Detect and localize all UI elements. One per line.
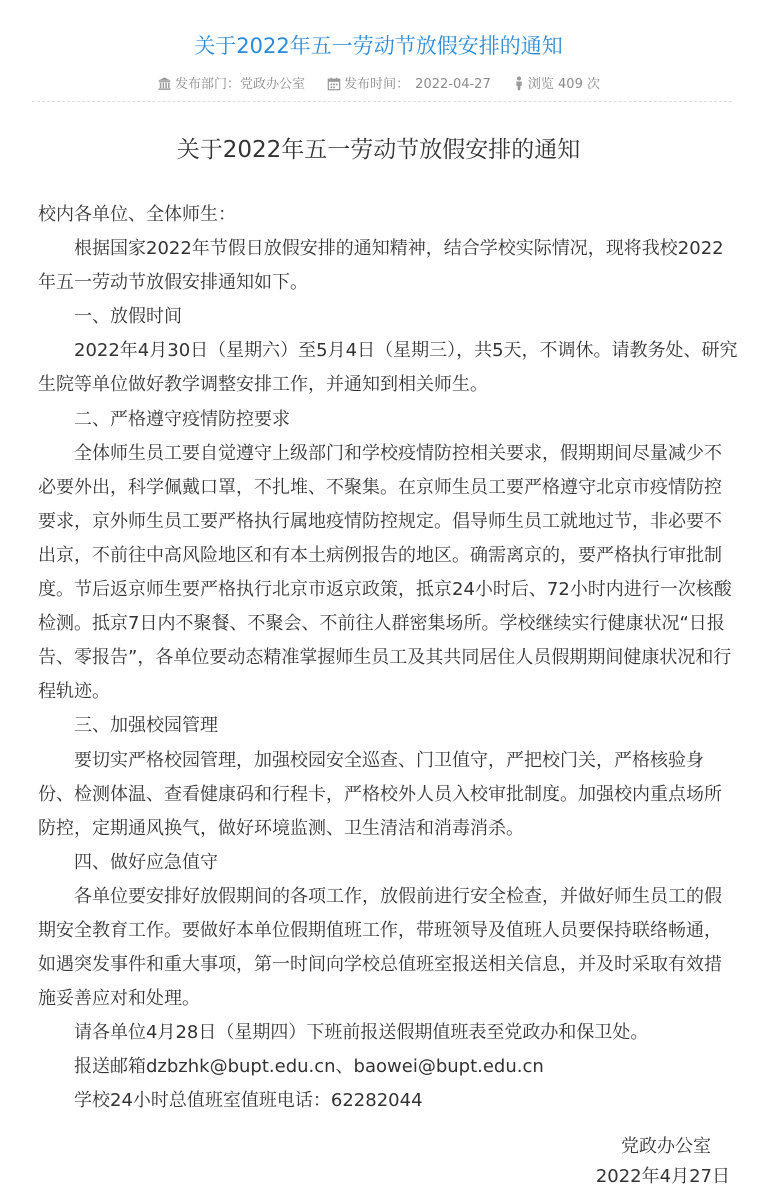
calendar-icon — [327, 77, 341, 91]
meta-views-count: 409 — [558, 77, 583, 92]
signature-department: 党政办公室 — [621, 1136, 711, 1157]
meta-date-value: 2022-04-27 — [415, 77, 491, 92]
article-paragraph-emergency-duty: 各单位要安排好放假期间的各项工作，放假前进行安全检查，并做好师生员工的假期安全教育工作。要做好本单位假期值班工作，带班领导及值班人员要保持联络畅通，如遇突发事件和重大事项，第一时间向学校总值班室报送相关信息，并及时采取有效措施妥善应对和处理。 — [38, 885, 722, 1010]
meta-views-unit: 次 — [587, 77, 601, 92]
meta-department-value: 党政办公室 — [240, 77, 306, 92]
meta-date-label: 发布时间： — [344, 77, 410, 92]
article-paragraph-email: 报送邮箱dzbzhk@bupt.edu.cn、baowei@bupt.edu.cn — [74, 1056, 544, 1078]
meta-date — [327, 74, 491, 96]
article-salutation: 校内各单位、全体师生： — [38, 204, 236, 225]
signature-date: 2022年4月27日 — [595, 1166, 730, 1187]
section-heading-emergency-duty: 四、做好应急值守 — [74, 851, 218, 873]
header-divider — [32, 101, 732, 102]
meta-views-label: 浏览 — [527, 77, 554, 92]
article-paragraph-campus-management: 要切实严格校园管理，加强校园安全巡查、门卫值守，严把校门关，严格核验身份、检测体温、查看健康码和行程卡，严格校外人员入校审批制度。加强校内重点场所防控，定期通风换气，做好环境监测、卫生清洁和消毒消杀。 — [38, 749, 722, 839]
building-icon — [157, 76, 172, 91]
page-title: 关于2022年五一劳动节放假安排的通知 — [194, 34, 563, 58]
article-paragraph-intro: 根据国家2022年节假日放假安排的通知精神，结合学校实际情况，现将我校2022年五一劳动节放假安排通知如下。 — [38, 238, 724, 294]
section-heading-epidemic-control: 二、严格遵守疫情防控要求 — [74, 408, 290, 430]
section-heading-campus-management: 三、加强校园管理 — [74, 715, 218, 737]
article-body — [38, 198, 738, 1119]
article-meta — [0, 74, 757, 96]
person-icon — [513, 76, 525, 91]
article-title: 关于2022年五一劳动节放假安排的通知 — [176, 137, 581, 163]
article-paragraph-duty-roster: 请各单位4月28日（星期四）下班前报送假期值班表至党政办和保卫处。 — [74, 1022, 649, 1044]
meta-views — [513, 74, 600, 96]
section-heading-holiday-time: 一、放假时间 — [74, 306, 182, 328]
meta-department-label: 发布部门： — [174, 77, 240, 92]
article-paragraph-phone: 学校24小时总值班室值班电话：62282044 — [74, 1090, 423, 1112]
article-paragraph-epidemic-control: 全体师生员工要自觉遵守上级部门和学校疫情防控相关要求，假期期间尽量减少不必要外出，科学佩戴口罩，不扎堆、不聚集。在京师生员工要严格遵守北京市疫情防控要求，京外师生员工要严格执行属地疫情防控规定。倡导师生员工就地过节，非必要不出京，不前往中高风险地区和有本土病例报告的地区。确需离京的，要严格执行审批制度。节后返京师生要严格执行北京市返京政策，抵京24小时后、72小时内进行一次核酸检测。抵京7日内不聚餐、不聚会、不前往人群密集场所。学校继续实行健康状况“日报告、零报告”，各单位要动态精准掌握师生员工及其共同居住人员假期期间健康状况和行程轨迹。 — [38, 442, 732, 703]
article-paragraph-holiday-time: 2022年4月30日（星期六）至5月4日（星期三），共5天，不调休。请教务处、研究生院等单位做好教学调整安排工作，并通知到相关师生。 — [38, 340, 738, 396]
meta-department — [157, 74, 305, 96]
